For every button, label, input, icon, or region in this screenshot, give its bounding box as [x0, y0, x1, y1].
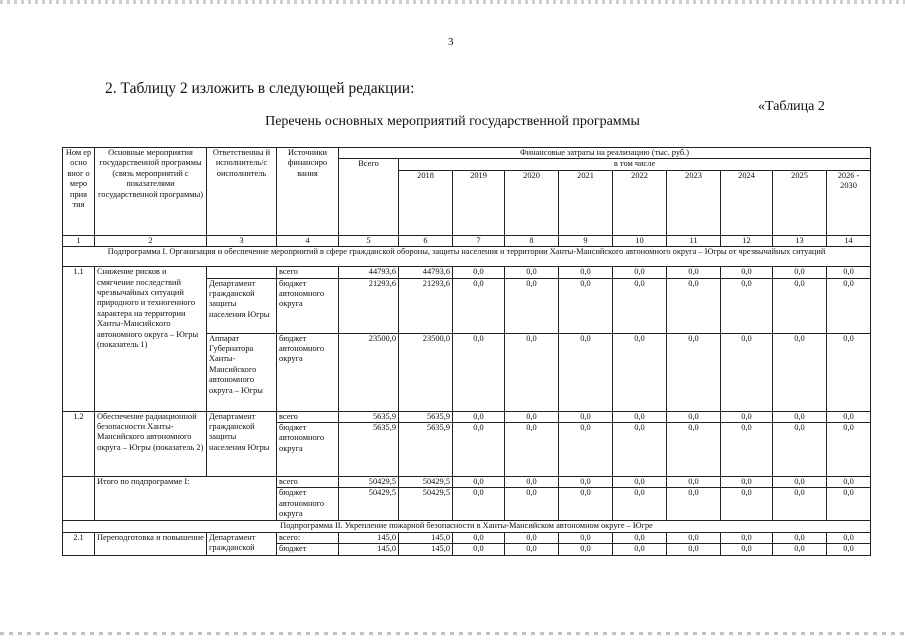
value-2023: 0,0 — [667, 477, 721, 488]
value-2019: 0,0 — [453, 278, 505, 333]
value-total: 21293,6 — [339, 278, 399, 333]
value-2021: 0,0 — [559, 333, 613, 411]
scan-edge-top — [0, 0, 905, 4]
executor: Департамент гражданской — [207, 532, 277, 555]
header-year: 2018 — [399, 170, 453, 235]
value-2020: 0,0 — [505, 267, 559, 278]
funding-source: всего: — [277, 532, 339, 543]
table-row — [63, 411, 871, 422]
value-2022: 0,0 — [613, 267, 667, 278]
column-number: 4 — [277, 235, 339, 246]
column-number: 1 — [63, 235, 95, 246]
value-2023: 0,0 — [667, 278, 721, 333]
column-number: 11 — [667, 235, 721, 246]
value-2020: 0,0 — [505, 278, 559, 333]
funding-source: бюджет автономного округа — [277, 423, 339, 477]
measure-number: 1.2 — [63, 411, 95, 476]
value-2018: 5635,9 — [399, 423, 453, 477]
value-2019: 0,0 — [453, 333, 505, 411]
value-2021: 0,0 — [559, 477, 613, 488]
executor: Департамент гражданской защиты населения Югры — [207, 278, 277, 333]
column-number: 6 — [399, 235, 453, 246]
value-2022: 0,0 — [613, 411, 667, 422]
table-row — [63, 267, 871, 278]
value-2022: 0,0 — [613, 278, 667, 333]
value-2023: 0,0 — [667, 488, 721, 521]
value-2018: 50429,5 — [399, 488, 453, 521]
empty-cell — [207, 267, 277, 278]
column-number: 14 — [827, 235, 871, 246]
value-2021: 0,0 — [559, 544, 613, 555]
header-measure-number: Ном ер осно вног о меро прия тия — [63, 148, 95, 236]
value-2025: 0,0 — [773, 267, 827, 278]
value-2019: 0,0 — [453, 411, 505, 422]
value-2021: 0,0 — [559, 488, 613, 521]
value-2025: 0,0 — [773, 488, 827, 521]
value-2025: 0,0 — [773, 477, 827, 488]
column-number: 9 — [559, 235, 613, 246]
value-2025: 0,0 — [773, 411, 827, 422]
column-number: 13 — [773, 235, 827, 246]
value-2023: 0,0 — [667, 267, 721, 278]
executor: Аппарат Губернатора Ханты-Мансийского автономного округа – Югры — [207, 333, 277, 411]
value-2018: 145,0 — [399, 544, 453, 555]
value-2026-2030: 0,0 — [827, 267, 871, 278]
value-2021: 0,0 — [559, 278, 613, 333]
table-title: Перечень основных мероприятий государственной программы — [265, 114, 640, 129]
value-2024: 0,0 — [721, 532, 773, 543]
executor: Департамент гражданской защиты населения Югры — [207, 411, 277, 476]
header-year: 2021 — [559, 170, 613, 235]
header-year: 2023 — [667, 170, 721, 235]
value-2026-2030: 0,0 — [827, 532, 871, 543]
value-2020: 0,0 — [505, 411, 559, 422]
value-2024: 0,0 — [721, 333, 773, 411]
value-2018: 5635,9 — [399, 411, 453, 422]
measure-name: Переподготовка и повышение — [95, 532, 207, 555]
value-2024: 0,0 — [721, 477, 773, 488]
column-number: 8 — [505, 235, 559, 246]
table-reference: «Таблица 2 — [758, 99, 825, 114]
value-2026-2030: 0,0 — [827, 544, 871, 555]
subprogram-2-title: Подпрограмма II. Укрепление пожарной безопасности в Ханты-Мансийском автономном округе – Югре — [63, 521, 871, 532]
value-2026-2030: 0,0 — [827, 278, 871, 333]
value-2022: 0,0 — [613, 544, 667, 555]
funding-source: всего — [277, 267, 339, 278]
value-2020: 0,0 — [505, 333, 559, 411]
value-2022: 0,0 — [613, 532, 667, 543]
value-2026-2030: 0,0 — [827, 477, 871, 488]
value-2024: 0,0 — [721, 423, 773, 477]
value-2023: 0,0 — [667, 532, 721, 543]
value-2026-2030: 0,0 — [827, 411, 871, 422]
value-2022: 0,0 — [613, 423, 667, 477]
measures-table — [62, 147, 871, 556]
value-total: 145,0 — [339, 544, 399, 555]
header-row-1 — [63, 148, 871, 159]
subprogram-row — [63, 247, 871, 267]
column-number: 7 — [453, 235, 505, 246]
value-2021: 0,0 — [559, 267, 613, 278]
header-year: 2019 — [453, 170, 505, 235]
header-including: в том числе — [399, 159, 871, 170]
value-2025: 0,0 — [773, 423, 827, 477]
value-2021: 0,0 — [559, 411, 613, 422]
value-2020: 0,0 — [505, 477, 559, 488]
subprogram-row — [63, 521, 871, 532]
value-2021: 0,0 — [559, 423, 613, 477]
measure-name: Обеспечение радиационной безопасности Ханты-Мансийского автономного округа – Югры (показатель 2) — [95, 411, 207, 476]
value-2023: 0,0 — [667, 544, 721, 555]
measure-number: 1.1 — [63, 267, 95, 411]
value-2022: 0,0 — [613, 488, 667, 521]
empty-cell — [63, 477, 95, 521]
value-2025: 0,0 — [773, 278, 827, 333]
value-2018: 44793,6 — [399, 267, 453, 278]
value-2025: 0,0 — [773, 333, 827, 411]
column-numbers-row — [63, 235, 871, 246]
value-total: 50429,5 — [339, 488, 399, 521]
value-2022: 0,0 — [613, 333, 667, 411]
value-2023: 0,0 — [667, 333, 721, 411]
value-2024: 0,0 — [721, 267, 773, 278]
value-2023: 0,0 — [667, 411, 721, 422]
value-total: 23500,0 — [339, 333, 399, 411]
value-total: 44793,6 — [339, 267, 399, 278]
value-2018: 50429,5 — [399, 477, 453, 488]
value-2019: 0,0 — [453, 488, 505, 521]
funding-source: бюджет автономного округа — [277, 488, 339, 521]
value-2020: 0,0 — [505, 488, 559, 521]
value-2024: 0,0 — [721, 544, 773, 555]
value-2018: 145,0 — [399, 532, 453, 543]
value-2020: 0,0 — [505, 532, 559, 543]
funding-source: бюджет — [277, 544, 339, 555]
table-row — [63, 477, 871, 488]
value-2018: 23500,0 — [399, 333, 453, 411]
header-year: 2025 — [773, 170, 827, 235]
subprogram-total-label: Итого по подпрограмме I: — [95, 477, 277, 521]
value-2024: 0,0 — [721, 411, 773, 422]
measure-name: Снижение рисков и смягчение последствий чрезвычайных ситуаций природного и техногенного характера на территории Ханты-Мансийского автономного округа – Югры (показатель 1) — [95, 267, 207, 411]
value-2019: 0,0 — [453, 544, 505, 555]
table-row — [63, 532, 871, 543]
value-2021: 0,0 — [559, 532, 613, 543]
value-2022: 0,0 — [613, 477, 667, 488]
column-number: 12 — [721, 235, 773, 246]
column-number: 3 — [207, 235, 277, 246]
value-2023: 0,0 — [667, 423, 721, 477]
measure-number: 2.1 — [63, 532, 95, 555]
value-2020: 0,0 — [505, 423, 559, 477]
header-total: Всего — [339, 159, 399, 235]
value-2019: 0,0 — [453, 423, 505, 477]
header-funding-source: Источники финансиро вания — [277, 148, 339, 236]
value-total: 50429,5 — [339, 477, 399, 488]
value-2026-2030: 0,0 — [827, 423, 871, 477]
value-2026-2030: 0,0 — [827, 333, 871, 411]
instruction-text: 2. Таблицу 2 изложить в следующей редакции: — [105, 80, 415, 97]
value-2019: 0,0 — [453, 267, 505, 278]
scan-edge-bottom — [0, 632, 905, 635]
value-2020: 0,0 — [505, 544, 559, 555]
header-year: 2020 — [505, 170, 559, 235]
funding-source: всего — [277, 477, 339, 488]
value-total: 145,0 — [339, 532, 399, 543]
header-financial-costs: Финансовые затраты на реализацию (тыс. руб.) — [339, 148, 871, 159]
subprogram-1-title: Подпрограмма I. Организация и обеспечение мероприятий в сфере гражданской обороны, защиты населения и территории Ханты-Мансийского автономного округа – Югры от чрезвычайных ситуаций — [63, 247, 871, 267]
value-total: 5635,9 — [339, 423, 399, 477]
funding-source: бюджет автономного округа — [277, 333, 339, 411]
funding-source: всего — [277, 411, 339, 422]
value-2024: 0,0 — [721, 488, 773, 521]
value-2025: 0,0 — [773, 532, 827, 543]
value-2024: 0,0 — [721, 278, 773, 333]
value-2026-2030: 0,0 — [827, 488, 871, 521]
header-year: 2026 - 2030 — [827, 170, 871, 235]
header-executor: Ответственны й исполнитель/с оисполнитель — [207, 148, 277, 236]
column-number: 5 — [339, 235, 399, 246]
value-total: 5635,9 — [339, 411, 399, 422]
value-2025: 0,0 — [773, 544, 827, 555]
value-2019: 0,0 — [453, 532, 505, 543]
funding-source: бюджет автономного округа — [277, 278, 339, 333]
value-2018: 21293,6 — [399, 278, 453, 333]
value-2019: 0,0 — [453, 477, 505, 488]
header-year: 2024 — [721, 170, 773, 235]
page-number: 3 — [448, 36, 454, 48]
header-measure-name: Основные мероприятия государственной программы (связь мероприятий с показателями государственной программы) — [95, 148, 207, 236]
column-number: 10 — [613, 235, 667, 246]
header-year: 2022 — [613, 170, 667, 235]
column-number: 2 — [95, 235, 207, 246]
